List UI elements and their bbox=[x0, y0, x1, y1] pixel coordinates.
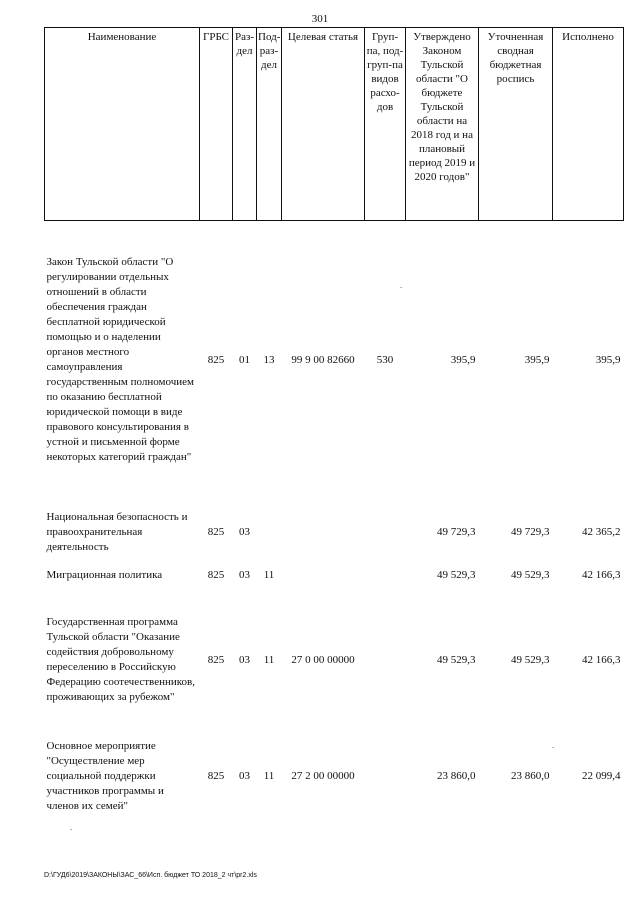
row-grbs: 825 bbox=[207, 769, 225, 782]
row-approved: 49 529,3 bbox=[437, 568, 476, 581]
row-executed: 42 166,3 bbox=[582, 568, 621, 581]
row-razdel: 01 bbox=[239, 353, 250, 366]
header-podrazdel: Под-раз-дел bbox=[257, 28, 282, 221]
row-razdel: 03 bbox=[239, 525, 250, 538]
table-row bbox=[45, 241, 624, 479]
header-name: Наименование bbox=[45, 28, 200, 221]
table-row bbox=[45, 597, 624, 723]
header-group: Груп-па, под-груп-па видов расхо-дов bbox=[365, 28, 406, 221]
row-grbs: 825 bbox=[207, 353, 225, 366]
table-row bbox=[45, 565, 624, 585]
header-target: Целевая статья bbox=[282, 28, 365, 221]
row-grbs: 825 bbox=[207, 653, 225, 666]
row-name: Государственная программа Тульской области "Оказание содействия добровольному переселению в Российскую Федерацию соотечественников, проживающих за рубежом" bbox=[46, 616, 195, 703]
row-executed: 22 099,4 bbox=[582, 769, 621, 782]
row-name: Миграционная политика bbox=[46, 568, 163, 581]
row-target bbox=[282, 565, 365, 585]
row-target bbox=[282, 507, 365, 557]
page-number: 301 bbox=[311, 13, 329, 25]
row-approved: 23 860,0 bbox=[437, 769, 476, 782]
row-revised: 395,9 bbox=[524, 353, 550, 366]
row-name: Национальная безопасность и правоохранительная деятельность bbox=[46, 510, 188, 553]
footer-file-path: D:\ГУД6\2019\ЗАКОНЫ\ЗАС_66\Исп. бюджет ТО 2018_2 чт\pr2.xls bbox=[44, 872, 257, 879]
header-razdel: Раз-дел bbox=[233, 28, 257, 221]
header-executed: Исполнено bbox=[553, 28, 624, 221]
row-razdel: 03 bbox=[239, 769, 250, 782]
row-name: Основное мероприятие "Осуществление мер социальной поддержки участников программы и членов их семей" bbox=[46, 739, 164, 812]
row-group bbox=[365, 737, 406, 815]
row-target: 27 2 00 00000 bbox=[291, 769, 355, 782]
row-group: 530 bbox=[376, 353, 394, 366]
scan-speck: . bbox=[400, 280, 403, 290]
row-group bbox=[365, 507, 406, 557]
row-group bbox=[365, 565, 406, 585]
row-group bbox=[365, 597, 406, 723]
row-target: 27 0 00 00000 bbox=[291, 653, 355, 666]
header-grbs: ГРБС bbox=[200, 28, 233, 221]
table-header-row bbox=[45, 28, 624, 221]
row-podrazdel: 13 bbox=[263, 353, 275, 366]
row-target: 99 9 00 82660 bbox=[291, 353, 355, 366]
header-revised: Уточненная сводная бюджетная роспись bbox=[479, 28, 553, 221]
row-podrazdel bbox=[257, 507, 282, 557]
table-row bbox=[45, 507, 624, 557]
row-revised: 49 529,3 bbox=[511, 653, 550, 666]
row-approved: 49 729,3 bbox=[437, 525, 476, 538]
row-executed: 42 365,2 bbox=[582, 525, 621, 538]
row-razdel: 03 bbox=[239, 653, 250, 666]
scan-speck: . bbox=[552, 740, 555, 750]
row-executed: 42 166,3 bbox=[582, 653, 621, 666]
row-razdel: 03 bbox=[239, 568, 250, 581]
row-grbs: 825 bbox=[207, 525, 225, 538]
row-podrazdel: 11 bbox=[263, 769, 275, 782]
row-revised: 49 529,3 bbox=[511, 568, 550, 581]
row-grbs: 825 bbox=[207, 568, 225, 581]
header-approved: Утверждено Законом Тульской области "О бюджете Тульской области на 2018 год и на плановый период 2019 и 2020 годов" bbox=[406, 28, 479, 221]
row-revised: 49 729,3 bbox=[511, 525, 550, 538]
table-row bbox=[45, 737, 624, 815]
budget-table bbox=[44, 27, 624, 815]
row-approved: 49 529,3 bbox=[437, 653, 476, 666]
scan-speck: . bbox=[70, 822, 73, 832]
row-approved: 395,9 bbox=[450, 353, 476, 366]
row-name: Закон Тульской области "О регулировании отдельных отношений в области обеспечения граждан бесплатной юридической помощью и о наделении органов местного самоуправления государственным полномочием по оказанию бесплатной юридической помощи в виде правового консультирования в устной и письменной форме некоторых категорий граждан" bbox=[46, 256, 194, 463]
row-podrazdel: 11 bbox=[263, 568, 275, 581]
row-executed: 395,9 bbox=[595, 353, 621, 366]
row-podrazdel: 11 bbox=[263, 653, 275, 666]
row-revised: 23 860,0 bbox=[511, 769, 550, 782]
